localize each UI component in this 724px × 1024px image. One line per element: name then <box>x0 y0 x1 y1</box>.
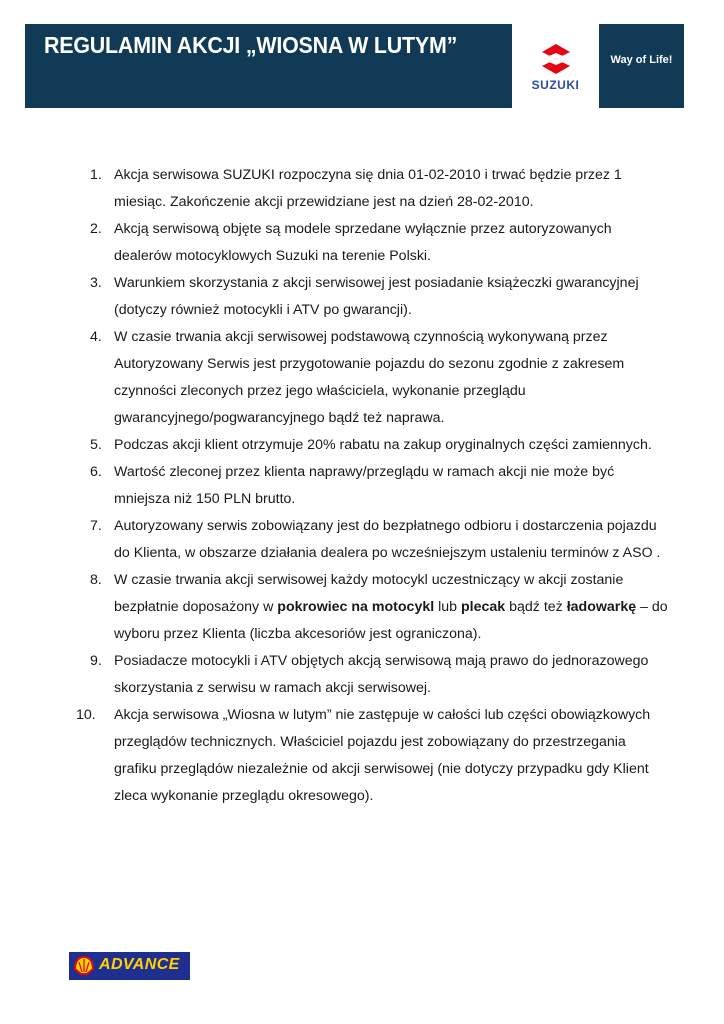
list-item <box>76 702 672 810</box>
list-number: 1. <box>90 167 102 183</box>
suzuki-s-logo-icon <box>542 44 570 74</box>
list-item <box>76 459 672 513</box>
tagline-box <box>599 24 684 108</box>
list-text: Akcja serwisowa „Wiosna w lutym” nie zastępuje w całości lub części obowiązkowych przeglądów technicznych. Właściciel pojazdu jest zobowiązany do przestrzegania grafiku przeglądów niezależnie od akcji serwisowej (nie dotyczy przypadku gdy Klient zleca wykonanie przeglądu okresowego). <box>114 707 651 804</box>
accessory-cover: pokrowiec na motocykl <box>277 599 435 615</box>
list-item <box>76 648 672 702</box>
list-item <box>76 567 672 648</box>
rules-list <box>76 162 672 810</box>
suzuki-logo-text: SUZUKI <box>531 78 580 92</box>
list-item <box>76 324 672 432</box>
list-text: Autoryzowany serwis zobowiązany jest do bezpłatnego odbioru i dostarczenia pojazdu do Klienta, w obszarze działania dealera po wcześniejszym ustaleniu terminów z ASO . <box>114 518 661 561</box>
list-number: 8. <box>90 572 102 588</box>
list-number: 7. <box>90 518 102 534</box>
list-item <box>76 162 672 216</box>
advance-logo-text: ADVANCE <box>99 956 180 973</box>
list-number: 5. <box>90 437 102 453</box>
list-item <box>76 432 672 459</box>
accessory-backpack: plecak <box>461 599 506 615</box>
list-text-part: W czasie trwania akcji serwisowej każdy motocykl uczestniczący w akcji zostanie bezpłatnie doposażony w <box>114 572 624 615</box>
list-text-part: – do wyboru przez Klienta (liczba akcesoriów jest ograniczona). <box>114 599 668 642</box>
list-number: 4. <box>90 329 102 345</box>
shell-logo-icon <box>73 955 95 977</box>
list-number: 9. <box>90 653 102 669</box>
list-text-part: lub <box>434 599 462 615</box>
accessory-charger: ładowarkę <box>566 599 637 615</box>
list-number: 10. <box>76 707 96 723</box>
list-text: Podczas akcji klient otrzymuje 20% rabatu na zakup oryginalnych części zamiennych. <box>114 437 652 453</box>
list-text-part: bądź też <box>505 599 567 615</box>
list-text: Akcja serwisowa SUZUKI rozpoczyna się dnia 01-02-2010 i trwać będzie przez 1 miesiąc. Zakończenie akcji przewidziane jest na dzień 28-02-2010. <box>114 167 622 210</box>
suzuki-logo <box>512 24 599 108</box>
list-item <box>76 513 672 567</box>
list-text: Wartość zleconej przez klienta naprawy/przeglądu w ramach akcji nie może być mniejsza niż 150 PLN brutto. <box>114 464 615 507</box>
list-number: 6. <box>90 464 102 480</box>
list-item <box>76 216 672 270</box>
list-item <box>76 270 672 324</box>
tagline: Way of Life! <box>610 54 673 66</box>
list-number: 2. <box>90 221 102 237</box>
list-text: W czasie trwania akcji serwisowej podstawową czynnością wykonywaną przez Autoryzowany Serwis jest przygotowanie pojazdu do sezonu zgodnie z zakresem czynności zleconych przez jego właściciela, wykonanie przeglądu gwarancyjnego/pogwarancyjnego bądź też naprawa. <box>114 329 625 426</box>
list-text: Posiadacze motocykli i ATV objętych akcją serwisową mają prawo do jednorazowego skorzystania z serwisu w ramach akcji serwisowej. <box>114 653 649 696</box>
list-text: Warunkiem skorzystania z akcji serwisowej jest posiadanie książeczki gwarancyjnej (dotyczy również motocykli i ATV po gwarancji). <box>114 275 639 318</box>
list-text: Akcją serwisową objęte są modele sprzedane wyłącznie przez autoryzowanych dealerów motocyklowych Suzuki na terenie Polski. <box>114 221 612 264</box>
page-title: REGULAMIN AKCJI „WIOSNA W LUTYM” <box>44 32 458 58</box>
advance-logo <box>69 952 190 980</box>
list-number: 3. <box>90 275 102 291</box>
